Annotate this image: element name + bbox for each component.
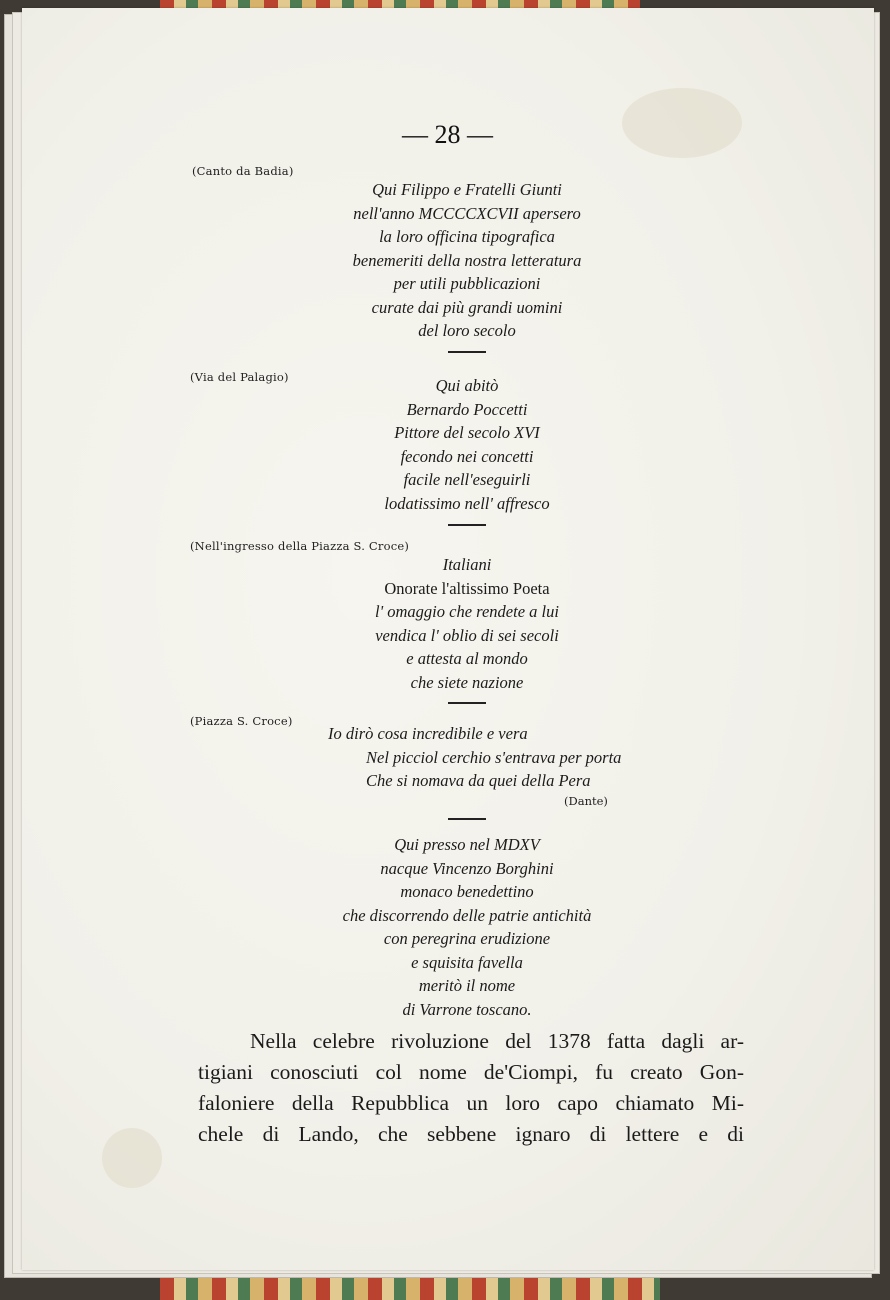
inscription-location: (Piazza S. Croce): [190, 714, 293, 728]
paragraph-line: tigiani conosciuti col nome de'Ciompi, fu creato Gon-: [198, 1060, 744, 1084]
inscription-line: Italiani: [442, 555, 492, 574]
inscription-line: Bernardo Poccetti: [406, 399, 528, 419]
inscription-text: [292, 553, 642, 694]
inscription-line: Onorate l'altissimo Poeta: [384, 578, 550, 598]
page-number: — 28 —: [402, 120, 493, 149]
inscription-line: nacque Vincenzo Borghini: [380, 858, 554, 878]
inscription-line: facile nell'eseguirli: [403, 470, 531, 489]
inscription-line: Pittore del secolo XVI: [394, 423, 540, 442]
inscription-line: monaco benedettino: [400, 882, 534, 901]
inscription-line: Che si nomava da quei della Pera: [366, 771, 591, 790]
inscription-line: benemeriti della nostra letteratura: [352, 250, 582, 270]
inscription-line: lodatissimo nell' affresco: [384, 493, 550, 513]
body-paragraph: [198, 1026, 744, 1150]
inscription-line: con peregrina erudizione: [383, 929, 551, 948]
inscription-line: vendica l' oblio di sei secoli: [375, 625, 559, 645]
inscription-line: che discorrendo delle patrie antichità: [342, 905, 592, 925]
inscription-line: Qui Filippo e Fratelli Giunti: [372, 180, 562, 199]
inscription-line: fecondo nei concetti: [400, 446, 534, 466]
inscription-line: Qui presso nel MDXV: [394, 835, 540, 854]
inscription-line: Io dirò cosa incredibile e vera: [328, 724, 528, 743]
inscription-line: Nel picciol cerchio s'entrava per porta: [366, 747, 622, 767]
inscription-line: la loro officina tipografica: [379, 227, 555, 246]
book-page: [22, 8, 874, 1270]
paragraph-line: chele di Lando, che sebbene ignaro di lettere e di: [198, 1122, 744, 1146]
inscription-line: e squisita favella: [411, 952, 523, 972]
section-divider: [448, 524, 486, 526]
inscription-line: meritò il nome: [418, 976, 516, 995]
quote-attribution: (Dante): [564, 794, 608, 808]
paragraph-line: faloniere della Repubblica un loro capo chiamato Mi-: [198, 1091, 744, 1115]
inscription-line: che siete nazione: [410, 672, 524, 692]
inscription-line: curate dai più grandi uomini: [371, 297, 563, 317]
inscription-line: per utili pubblicazioni: [393, 274, 541, 293]
inscription-text: [292, 374, 642, 515]
inscription-location: (Canto da Badia): [192, 164, 294, 178]
inscription-line: di Varrone toscano.: [402, 999, 532, 1019]
paper-stain: [102, 1128, 162, 1188]
inscription-line: nell'anno MCCCCXCVII apersero: [353, 203, 581, 223]
inscription-line: l' omaggio che rendete a lui: [375, 602, 559, 621]
inscription-line: e attesta al mondo: [406, 649, 528, 668]
inscription-location: (Nell'ingresso della Piazza S. Croce): [190, 539, 410, 553]
inscription-text: [312, 722, 702, 793]
section-divider: [448, 702, 486, 704]
paragraph-line: Nella celebre rivoluzione del 1378 fatta dagli ar-: [250, 1029, 744, 1053]
inscription-text: [267, 178, 667, 343]
inscription-text: [267, 833, 667, 1021]
inscription-line: del loro secolo: [418, 321, 516, 340]
inscription-line: Qui abitò: [435, 376, 499, 395]
inscription-location: (Via del Palagio): [190, 370, 289, 384]
section-divider: [448, 818, 486, 820]
section-divider: [448, 351, 486, 353]
